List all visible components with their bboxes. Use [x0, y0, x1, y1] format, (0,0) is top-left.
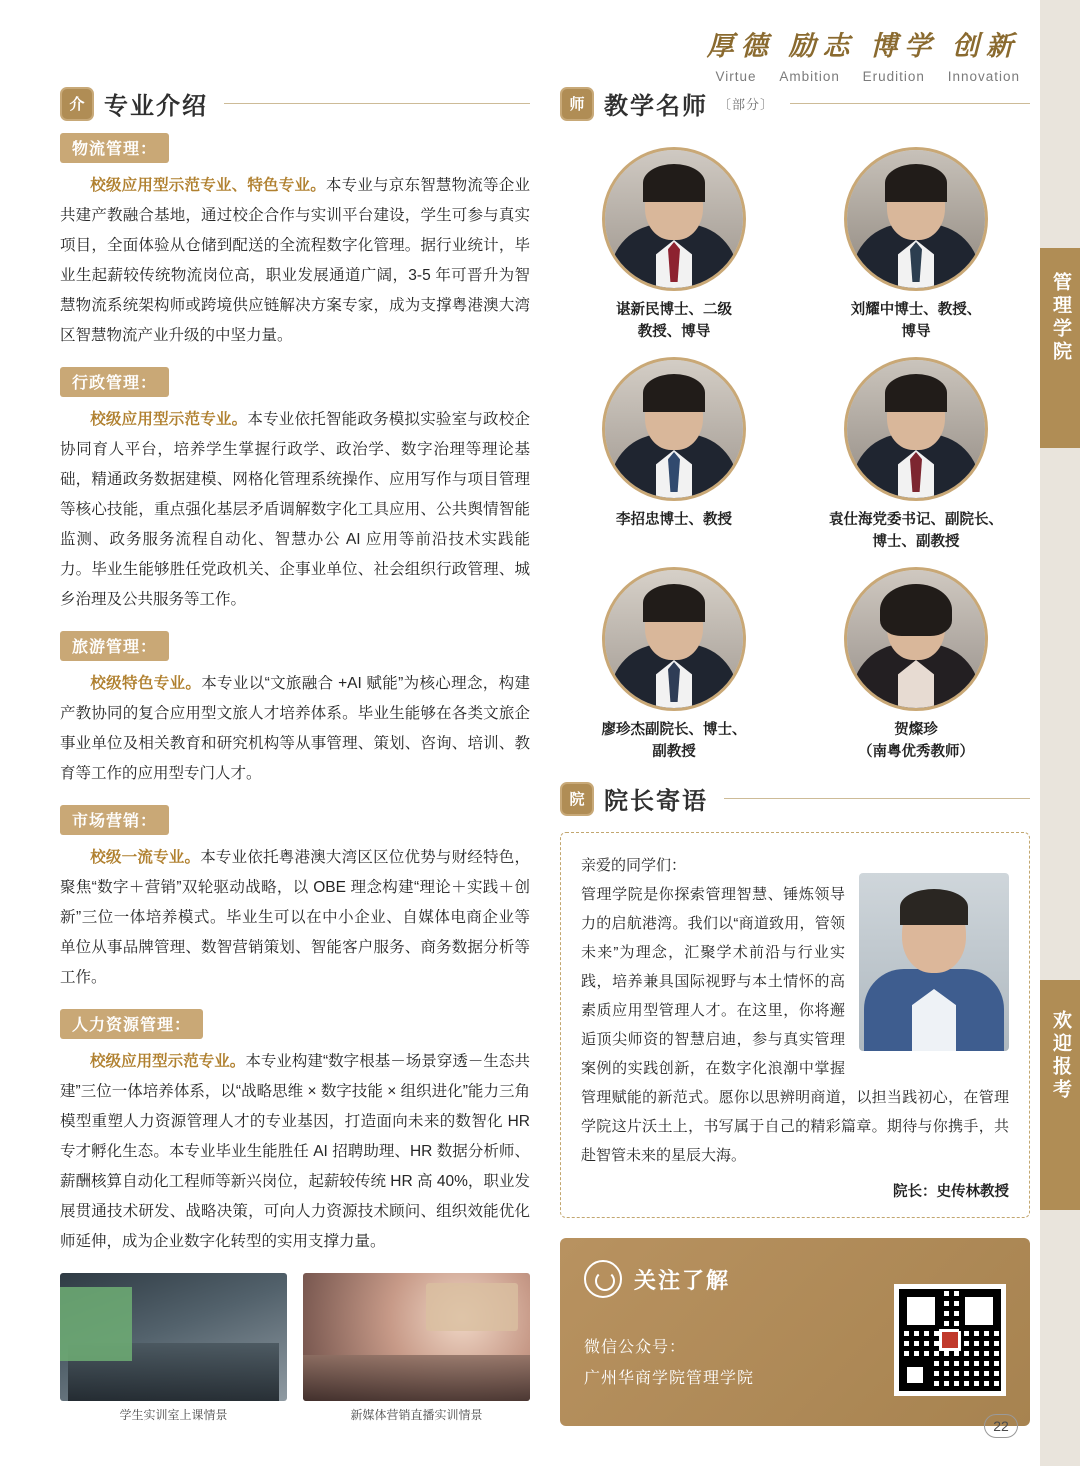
major-item: [60, 121, 530, 351]
teachers-badge-icon: 师: [560, 87, 594, 121]
teacher-card: [560, 147, 788, 343]
dean-title-rule: [724, 798, 1030, 799]
motto-en-3: Erudition: [862, 69, 925, 84]
major-body-admin: [60, 405, 530, 615]
section-header-dean: [560, 781, 1030, 816]
teacher-name-6-line2: （南粤优秀教师）: [858, 744, 974, 760]
rail-label-welcome: 欢迎报考: [1050, 1010, 1071, 1102]
teacher-name-4-line1: 袁仕海党委书记、副院长、: [829, 512, 1003, 528]
page-number: 22: [984, 1414, 1018, 1438]
major-item: [60, 793, 530, 993]
teacher-card: [560, 567, 788, 763]
major-highlight-tourism: 校级特色专业。: [90, 675, 202, 692]
teacher-row: [560, 567, 1030, 763]
classroom-photo: [60, 1273, 287, 1401]
section-header-majors: [60, 86, 530, 121]
teacher-portrait: [844, 567, 988, 711]
motto-en-1: Virtue: [715, 69, 757, 84]
teacher-portrait: [602, 357, 746, 501]
major-name-admin: 行政管理：: [60, 367, 169, 397]
teacher-card: [560, 357, 788, 553]
school-motto: [707, 24, 1020, 84]
major-name-tourism: 旅游管理：: [60, 631, 169, 661]
teacher-card: [802, 147, 1030, 343]
teacher-name-1-line1: 谌新民博士、二级: [616, 302, 732, 318]
major-item: [60, 997, 530, 1257]
teacher-portrait: [844, 357, 988, 501]
major-highlight-admin: 校级应用型示范专业。: [90, 411, 248, 428]
dean-section-title: 院长寄语: [604, 788, 708, 815]
teachers-title-rule: [790, 103, 1030, 104]
teacher-name-1-line2: 教授、博导: [637, 324, 711, 340]
major-name-marketing: 市场营销：: [60, 805, 169, 835]
majors-title-rule: [224, 103, 530, 104]
major-highlight-logistics: 校级应用型示范专业、特色专业。: [90, 177, 326, 194]
major-text-marketing: 本专业依托粤港澳大湾区区位优势与财经特色，聚焦“数字＋营销”双轮驱动战略，以 OBE 理念构建“理论＋实践＋创新”三位一体培养模式。毕业生可以在中小企业、自媒体电商企业等单位从事品牌管理、数智营销策划、智能客户服务、商务数据分析等工作。: [60, 849, 530, 986]
follow-title: 关注了解: [634, 1267, 731, 1293]
major-body-tourism: [60, 669, 530, 789]
major-name-logistics: 物流管理：: [60, 133, 169, 163]
livestream-photo: [303, 1273, 530, 1401]
teacher-name-5-line2: 副教授: [652, 744, 696, 760]
major-text-logistics: 本专业与京东智慧物流等企业共建产教融合基地，通过校企合作与实训平台建设，学生可参与真实项目，全面体验从仓储到配送的全流程数字化管理。据行业统计，毕业生起薪较传统物流岗位高，职业发展通道广阔，3-5 年可晋升为智慧物流系统架构师或跨境供应链解决方案专家，成为支撑粤港澳大湾区智慧物流产业升级的中坚力量。: [60, 177, 530, 344]
teachers-section-title: 教学名师: [604, 93, 708, 120]
dean-message-box: [560, 832, 1030, 1218]
teacher-portrait: [602, 147, 746, 291]
motto-en-2: Ambition: [779, 69, 840, 84]
major-text-admin: 本专业依托智能政务模拟实验室与政校企协同育人平台，培养学生掌握行政学、政治学、数字治理等理论基础，精通政务数据建模、网格化管理系统操作、应用写作与项目管理等核心技能，重点强化基层矛盾调解数字化工具应用、公共舆情智能监测、政务服务流程自动化、智慧办公 AI 应用等前沿技术实践能力。毕业生能够胜任党政机关、企事业单位、社会组织行政管理、城乡治理及公共服务等工作。: [60, 411, 530, 608]
wechat-logo-icon: [584, 1260, 622, 1298]
major-body-hr: [60, 1047, 530, 1257]
teacher-card: [802, 357, 1030, 553]
dean-badge-icon: 院: [560, 782, 594, 816]
major-body-marketing: [60, 843, 530, 993]
section-header-teachers: [560, 86, 1030, 121]
major-name-hr: 人力资源管理：: [60, 1009, 203, 1039]
wechat-follow-card[interactable]: [560, 1238, 1030, 1426]
teacher-name-2-line1: 刘耀中博士、教授、: [850, 302, 982, 318]
wechat-account-name: 广州华商学院管理学院: [584, 1370, 755, 1387]
photo-caption-2: 新媒体营销直播实训情景: [350, 1408, 483, 1422]
major-text-tourism: 本专业以“文旅融合 +AI 赋能”为核心理念，构建产教协同的复合应用型文旅人才培养体系。毕业生能够在各类文旅企事业单位及相关教育和研究机构等从事管理、策划、咨询、培训、教育等工作的应用型专门人才。: [60, 675, 530, 782]
dean-greeting: 亲爱的同学们：: [581, 857, 687, 874]
major-highlight-marketing: 校级一流专业。: [90, 849, 201, 866]
major-body-logistics: [60, 171, 530, 351]
dean-body-text: 管理学院是你探索管理智慧、锤炼领导力的启航港湾。我们以“商道致用，管领未来”为理念，汇聚学术前沿与行业实践，培养兼具国际视野与本土情怀的高素质应用型管理人才。在这里，你将邂逅顶尖师资的智慧启迪，参与真实管理案例的实践创新，在数字化浪潮中掌握管理赋能的新范式。愿你以思辨明商道，以担当践初心，在管理学院这片沃土上，书写属于自己的精彩篇章。期待与你携手，共赴智管未来的星辰大海。: [581, 886, 1009, 1164]
dean-message-section: [560, 781, 1030, 1218]
teacher-name-6-line1: 贺燦珍: [894, 722, 938, 738]
motto-english: [707, 69, 1020, 84]
major-item: [60, 355, 530, 615]
photo-gallery: [60, 1273, 530, 1423]
qr-code[interactable]: [894, 1284, 1006, 1396]
major-highlight-hr: 校级应用型示范专业。: [90, 1053, 246, 1070]
right-side-rail: [1040, 0, 1080, 1466]
photo-caption-1: 学生实训室上课情景: [119, 1408, 228, 1422]
major-item: [60, 619, 530, 789]
majors-badge-icon: 介: [60, 87, 94, 121]
motto-chinese: 厚德 励志 博学 创新: [706, 31, 1020, 61]
photo-card: [303, 1273, 530, 1423]
teachers-and-dean-column: [560, 86, 1030, 1426]
teacher-name-2-line2: 博导: [901, 324, 931, 340]
teachers-section-subtitle: 〔部分〕: [718, 97, 775, 112]
dean-signature: 院长：史传林教授: [893, 1184, 1009, 1200]
motto-en-4: Innovation: [947, 69, 1020, 84]
major-text-hr: 本专业构建“数字根基－场景穿透－生态共建”三位一体培养体系，以“战略思维 × 数字技能 × 组织进化”能力三角模型重塑人力资源管理人才的专业基因，打造面向未来的数智化 HR 专才孵化生态。本专业毕业生能胜任 AI 招聘助理、HR 数据分析师、薪酬核算自动化工程师等新兴岗位，起薪较传统 HR 高 40%，职业发展贯通技术研发、战略决策，可向人力资源技术顾问、组织效能优化师延伸，成为企业数字化转型的实用支撑力量。: [60, 1053, 530, 1250]
teacher-row: [560, 357, 1030, 553]
teacher-card: [802, 567, 1030, 763]
rail-label-college: 管理学院: [1050, 272, 1071, 364]
teacher-name-5-line1: 廖珍杰副院长、博士、: [601, 722, 747, 738]
dean-portrait: [859, 873, 1009, 1051]
teacher-row: [560, 147, 1030, 343]
majors-section-title: 专业介绍: [104, 93, 208, 120]
teacher-portrait: [844, 147, 988, 291]
majors-column: [60, 86, 530, 1423]
teacher-grid: [560, 147, 1030, 763]
wechat-account-label: 微信公众号：: [584, 1339, 687, 1356]
teacher-portrait: [602, 567, 746, 711]
photo-card: [60, 1273, 287, 1423]
teacher-name-3-line1: 李招忠博士、教授: [616, 512, 732, 528]
teacher-name-4-line2: 博士、副教授: [872, 534, 960, 550]
